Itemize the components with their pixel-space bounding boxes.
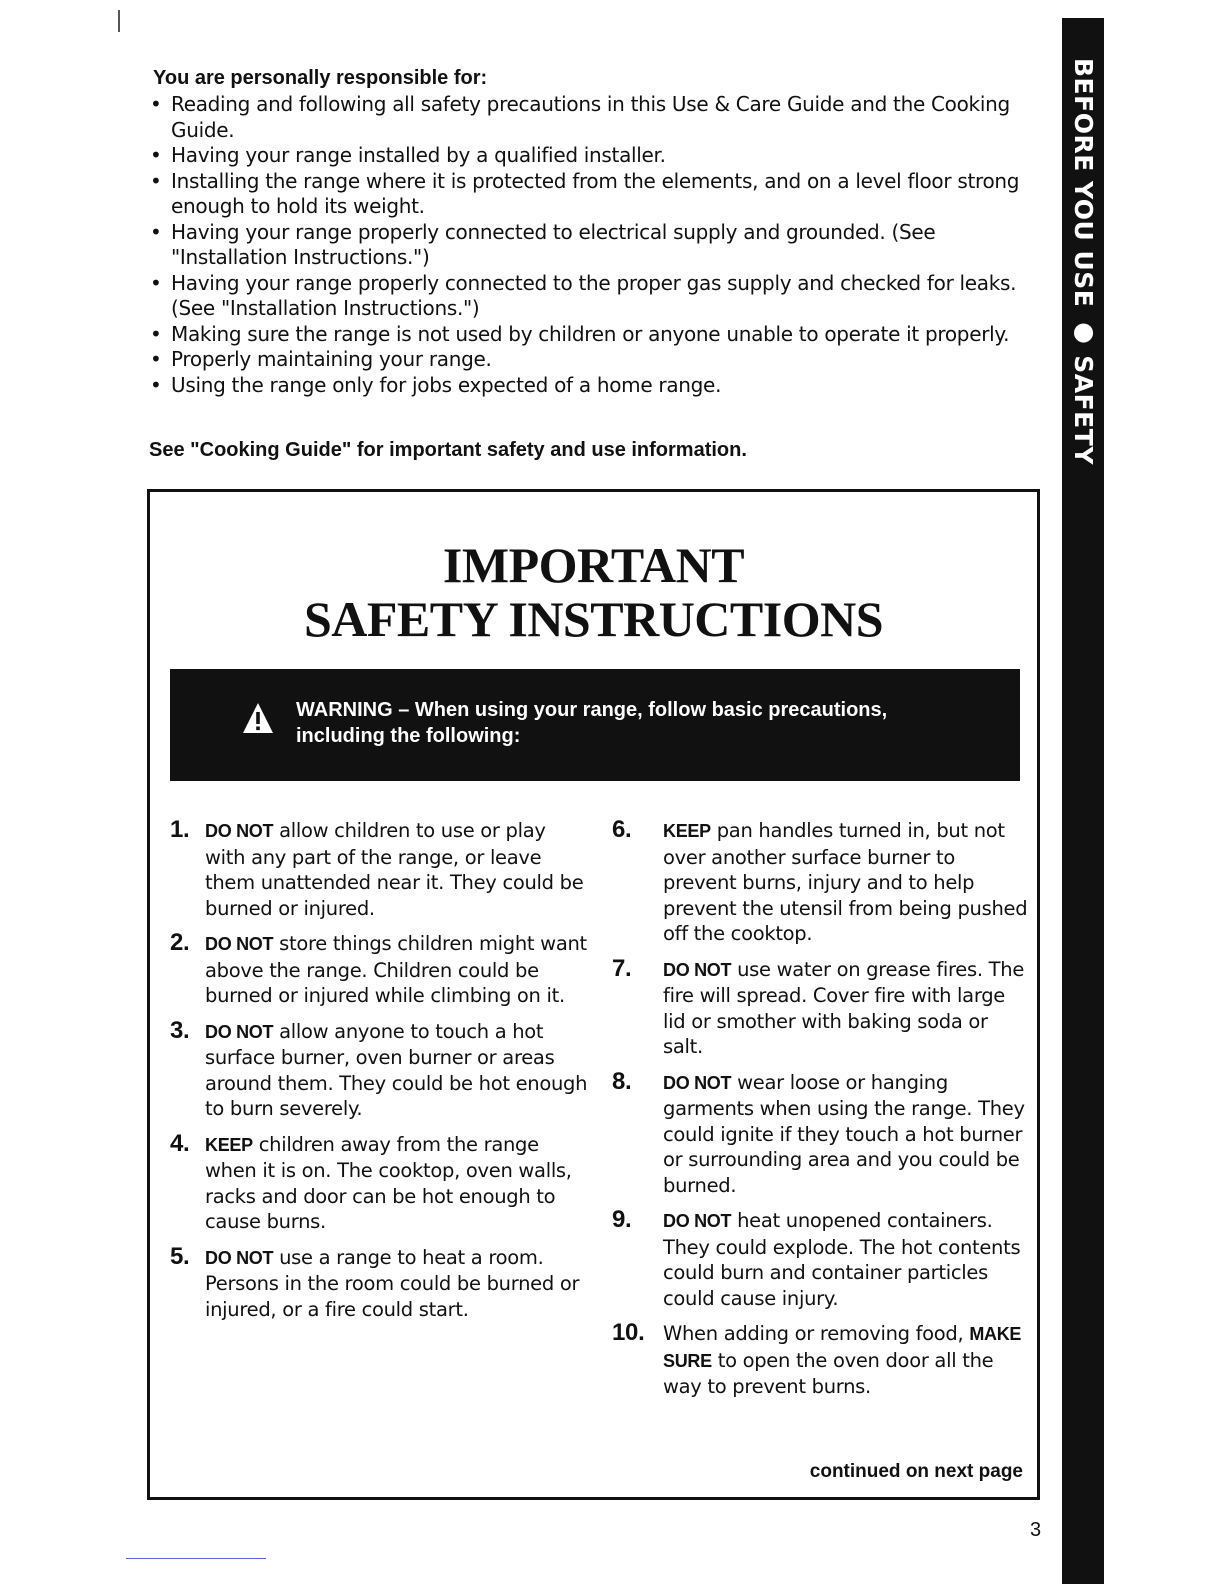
instruction-item: [612, 954, 1032, 1060]
item-number: 7.: [612, 954, 632, 982]
list-item: [150, 322, 1040, 348]
item-text: pan handles turned in, but not over another surface burner to prevent burns, injury and to help prevent the utensil from being pushed off the cooktop.: [663, 819, 1028, 945]
list-item: [150, 220, 1040, 271]
warning-line-2: including the following:: [296, 725, 521, 747]
margin-mark: [118, 10, 120, 32]
instruction-item: [170, 1242, 590, 1323]
item-keyword: DO NOT: [205, 934, 274, 954]
item-number: 6.: [612, 816, 632, 843]
instruction-item: [612, 1321, 1032, 1400]
item-keyword: KEEP: [205, 1134, 253, 1155]
page-number: 3: [1030, 1519, 1042, 1541]
list-item-text: Making sure the range is not used by children or anyone unable to operate it properly.: [171, 321, 1010, 346]
list-item: [150, 347, 1040, 373]
list-item: [150, 143, 1040, 169]
instruction-item: [612, 1208, 1032, 1311]
item-text: use water on grease fires. The fire will spread. Cover fire with large lid or smother with baking soda or salt.: [663, 957, 1025, 1058]
item-text: store things children might want above the range. Children could be burned or injured while climbing on it.: [205, 932, 587, 1007]
responsibility-heading: You are personally responsible for:: [153, 67, 488, 89]
item-text: allow children to use or play with any part of the range, or leave them unattended near it. They could be burned or injured.: [205, 819, 584, 920]
bullet: •: [150, 270, 162, 295]
list-item-text: Installing the range where it is protected from the elements, and on a level floor strong enough to hold its weight.: [171, 168, 1020, 218]
list-item: [150, 373, 1040, 399]
item-keyword: DO NOT: [663, 1072, 732, 1093]
list-item-text: Having your range installed by a qualified installer.: [171, 143, 666, 167]
warning-banner: [170, 669, 1020, 781]
item-number: 10.: [612, 1319, 645, 1346]
list-item-text: Using the range only for jobs expected of a home range.: [171, 372, 722, 397]
item-keyword: KEEP: [663, 821, 711, 841]
instructions-right-column: [612, 818, 1032, 1410]
bullet: •: [150, 219, 162, 244]
item-text: heat unopened containers. They could explode. The hot contents could burn and container particles could cause injury.: [663, 1209, 1021, 1310]
instructions-left-column: [170, 818, 590, 1332]
title-line-1: IMPORTANT: [442, 537, 745, 593]
title-line-2: SAFETY INSTRUCTIONS: [303, 591, 884, 647]
list-item: [150, 92, 1040, 143]
instruction-item: [612, 1067, 1032, 1199]
list-item: [150, 169, 1040, 220]
item-text: allow anyone to touch a hot surface burner, oven burner or areas around them. They could be hot enough to burn severely.: [205, 1019, 588, 1120]
instruction-item: [170, 818, 590, 921]
instruction-item: [170, 1129, 590, 1235]
instruction-item: [612, 818, 1032, 947]
responsibility-list: [150, 92, 1040, 398]
list-item-text: Reading and following all safety precautions in this Use & Care Guide and the Cooking Guide.: [171, 92, 1010, 142]
warning-triangle-icon: [242, 701, 274, 735]
bullet: •: [150, 347, 162, 371]
item-text: use a range to heat a room. Persons in the room could be burned or injured, or a fire could start.: [205, 1245, 580, 1321]
item-keyword: DO NOT: [205, 1247, 274, 1268]
bullet: •: [150, 168, 162, 193]
bullet: •: [150, 372, 162, 397]
item-number: 1.: [170, 816, 190, 843]
footer-rule: [126, 1558, 266, 1559]
item-lead-text: When adding or removing food,: [663, 1322, 964, 1345]
list-item-text: Having your range properly connected to the proper gas supply and checked for leaks. (See "Installation Instructions."): [171, 270, 1017, 320]
item-keyword: DO NOT: [663, 1211, 732, 1231]
item-text: children away from the range when it is on. The cooktop, oven walls, racks and door can be hot enough to cause burns.: [205, 1132, 572, 1233]
bullet: •: [150, 143, 162, 167]
item-text: wear loose or hanging garments when using the range. They could ignite if they touch a hot burner or surrounding area and you could be burned.: [663, 1070, 1025, 1197]
bullet: •: [150, 321, 162, 346]
item-number: 2.: [170, 929, 190, 956]
list-item-text: Having your range properly connected to electrical supply and grounded. (See "Installation Instructions."): [171, 219, 936, 269]
instruction-item: [170, 931, 590, 1009]
warning-text: [296, 697, 996, 749]
list-item: [150, 271, 1040, 322]
item-number: 5.: [170, 1242, 190, 1270]
item-text: to open the oven door all the way to prevent burns.: [663, 1348, 994, 1398]
item-number: 8.: [612, 1067, 632, 1095]
item-number: 4.: [170, 1129, 190, 1157]
item-number: 3.: [170, 1016, 190, 1044]
item-keyword: DO NOT: [205, 821, 274, 841]
safety-title: [147, 538, 1040, 646]
item-keyword: DO NOT: [205, 1021, 274, 1042]
item-keyword: MAKE SURE: [663, 1324, 1022, 1371]
side-tab-label: BEFORE YOU USE ● SAFETY: [1069, 58, 1098, 465]
item-keyword: DO NOT: [663, 959, 732, 980]
cooking-guide-note: See "Cooking Guide" for important safety and use information.: [149, 439, 747, 461]
list-item-text: Properly maintaining your range.: [171, 347, 492, 371]
instruction-item: [170, 1016, 590, 1122]
continued-note: continued on next page: [809, 1461, 1023, 1482]
warning-line-1: WARNING – When using your range, follow basic precautions,: [296, 699, 888, 721]
item-number: 9.: [612, 1206, 632, 1233]
bullet: •: [150, 92, 162, 116]
